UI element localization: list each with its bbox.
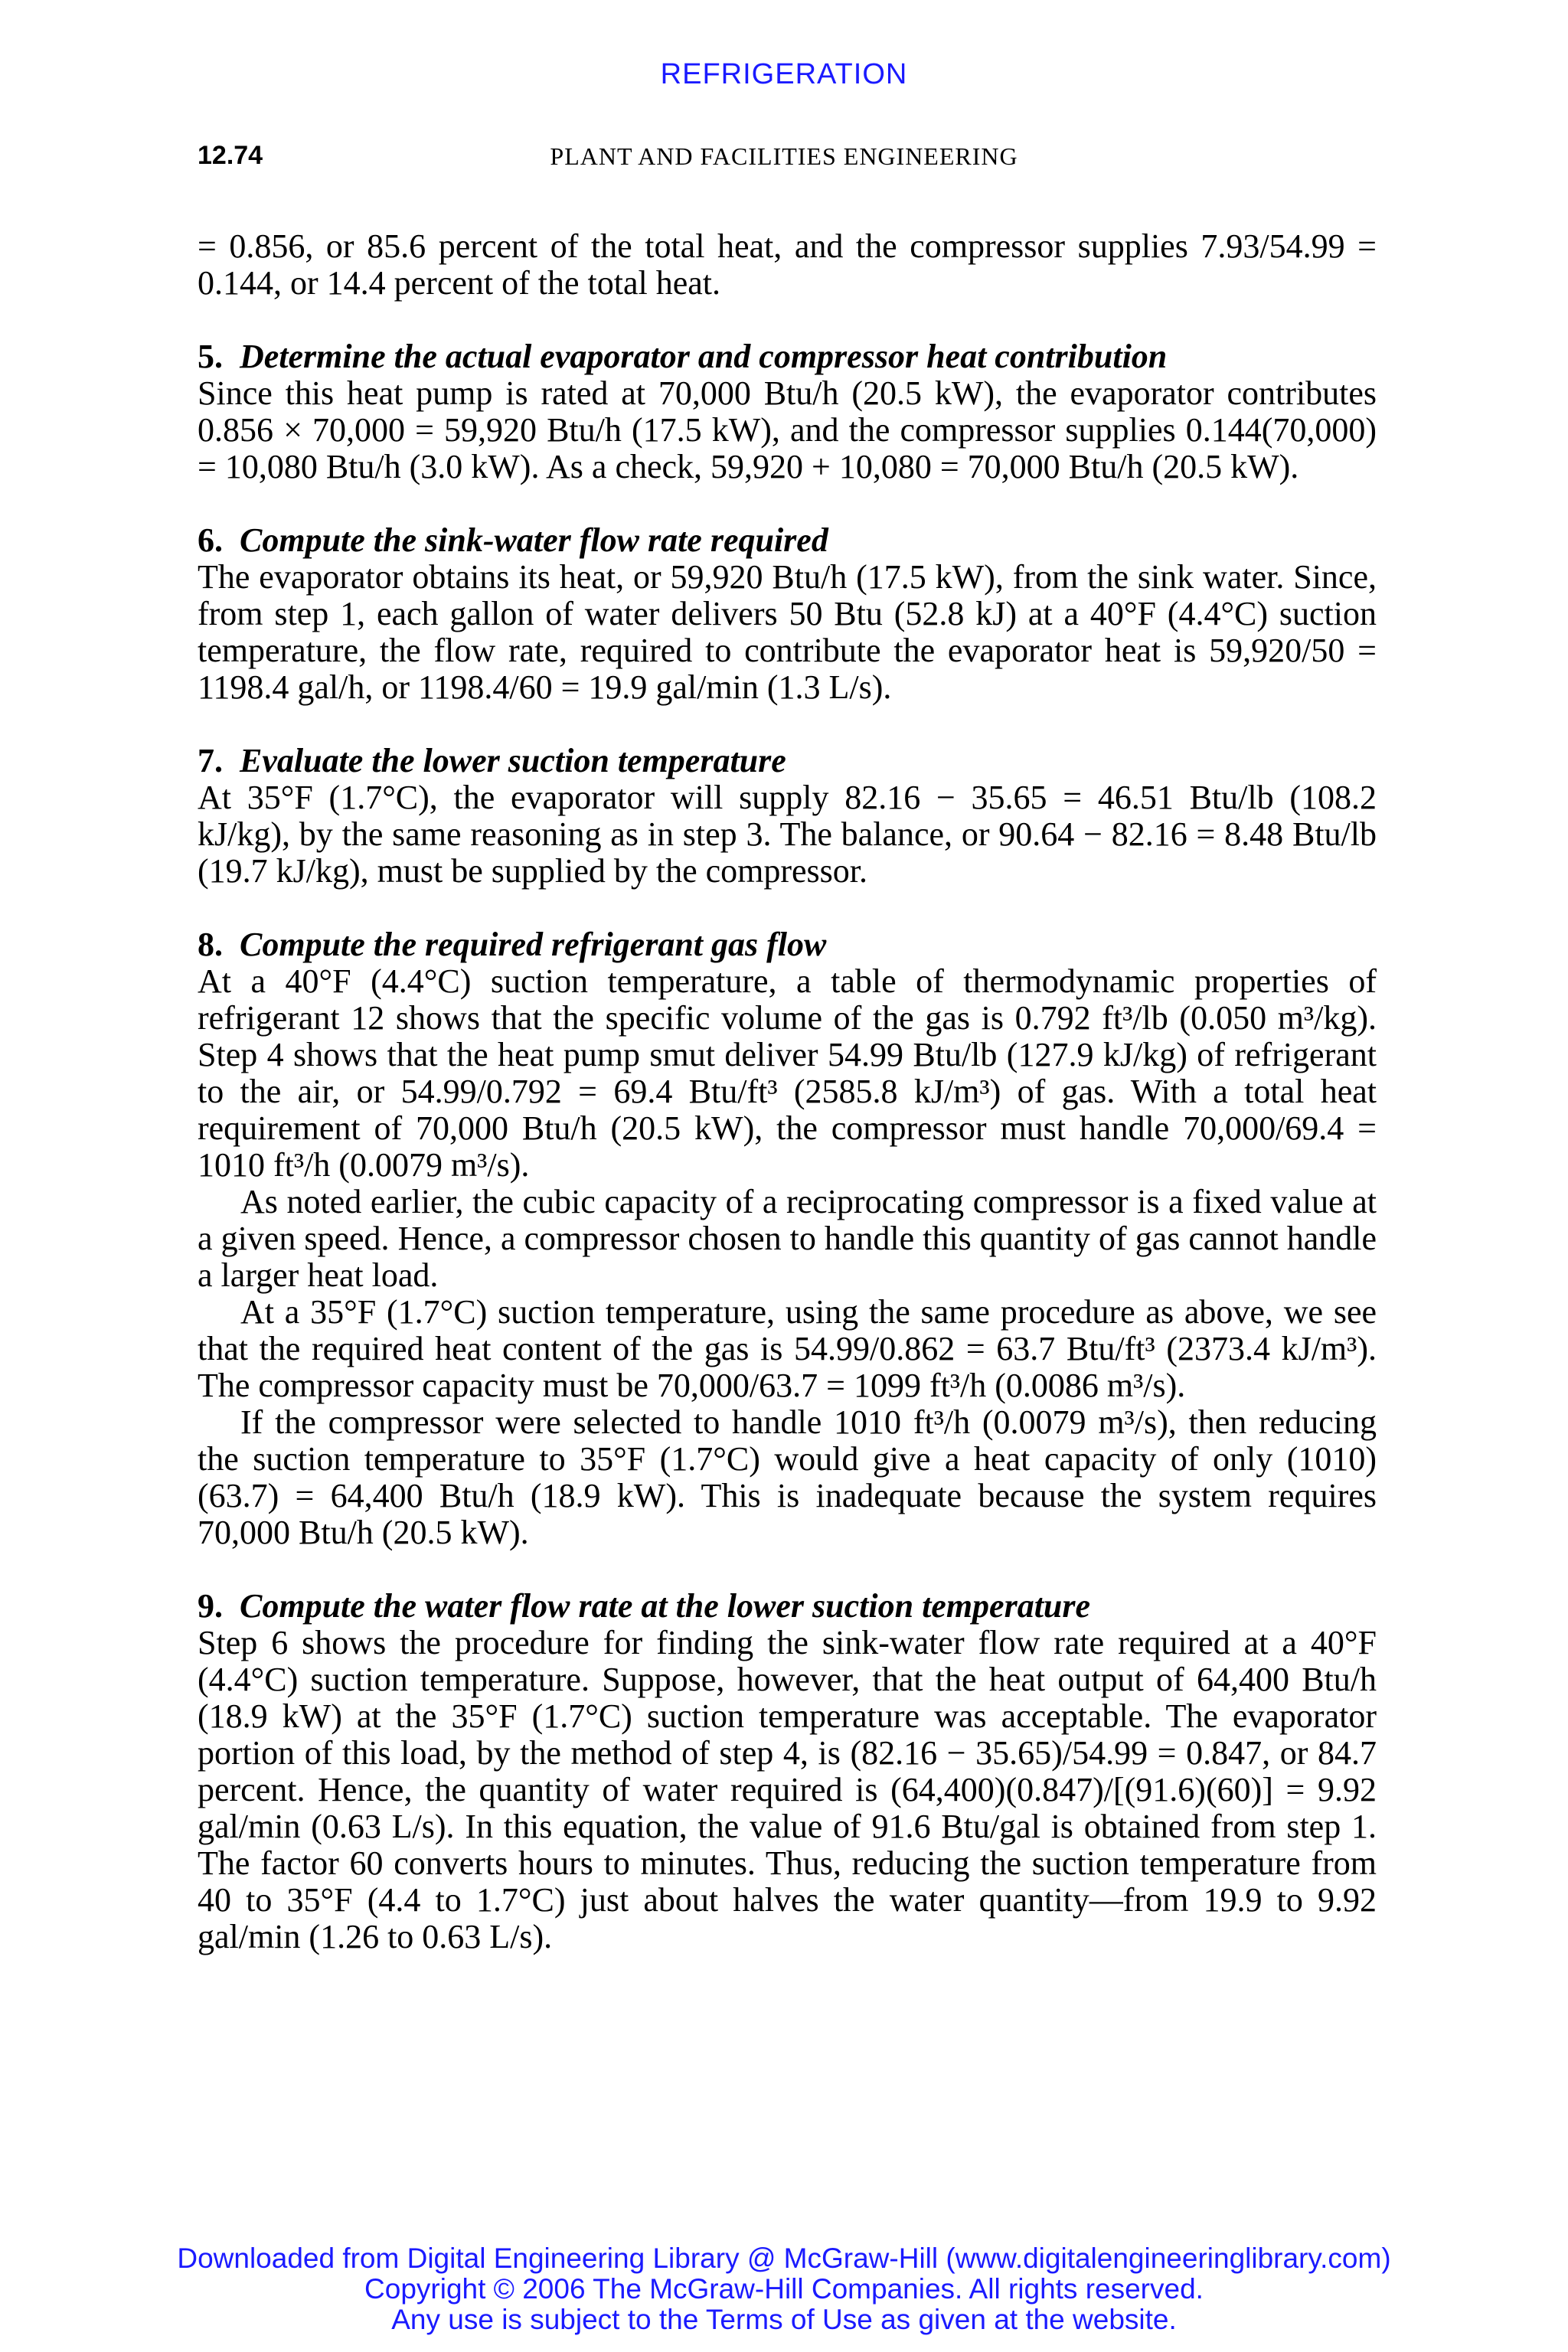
step-heading — [198, 338, 1377, 375]
body-text — [198, 228, 1377, 1955]
step-paragraph: Step 6 shows the procedure for finding the sink-water flow rate required at a 40°F (4.4°C) suction temperature. Suppose, however, that the heat output of 64,400 Btu/h (18.9 kW) at the 35°F (1.7°C) suction temperature was acceptable. The evaporator portion of this load, by the method of step 4, is (82.16 − 35.65)/54.99 = 0.847, or 84.7 percent. Hence, the quantity of water required is (64,400)(0.847)/[(91.6)(60)] = 9.92 gal/min (0.63 L/s). In this equation, the value of 91.6 Btu/gal is obtained from step 1. The factor 60 converts hours to minutes. Thus, reducing the suction temperature from 40 to 35°F (4.4 to 1.7°C) just about halves the water quantity—from 19.9 to 9.92 gal/min (1.26 to 0.63 L/s). — [198, 1624, 1377, 1955]
intro-paragraph: = 0.856, or 85.6 percent of the total heat, and the compressor supplies 7.93/54.99 = 0.144, or 14.4 percent of the total heat. — [198, 227, 1377, 302]
step-heading — [198, 522, 1377, 559]
step-heading — [198, 926, 1377, 963]
step-7 — [198, 743, 1377, 890]
running-head: PLANT AND FACILITIES ENGINEERING — [550, 142, 1018, 170]
step-number: 8. — [198, 926, 223, 963]
step-paragraph: At 35°F (1.7°C), the evaporator will supply 82.16 − 35.65 = 46.51 Btu/lb (108.2 kJ/kg), by the same reasoning as in step 3. The balance, or 90.64 − 82.16 = 8.48 Btu/lb (19.7 kJ/kg), must be supplied by the compressor. — [198, 779, 1377, 890]
step-heading — [198, 1588, 1377, 1625]
step-title: Compute the required refrigerant gas flow — [240, 926, 827, 963]
footer-download-line: Downloaded from Digital Engineering Library @ McGraw-Hill (www.digitalengineeringlibrary.com) — [177, 2243, 1391, 2274]
step-title: Evaluate the lower suction temperature — [240, 742, 786, 779]
step-6 — [198, 522, 1377, 706]
step-paragraph: At a 35°F (1.7°C) suction temperature, using the same procedure as above, we see that the required heat content of the gas is 54.99/0.862 = 63.7 Btu/ft³ (2373.4 kJ/m³). The compressor capacity must be 70,000/63.7 = 1099 ft³/h (0.0086 m³/s). — [198, 1293, 1377, 1404]
footer-terms-line: Any use is subject to the Terms of Use as given at the website. — [391, 2304, 1177, 2335]
step-paragraph: As noted earlier, the cubic capacity of a reciprocating compressor is a fixed value at a given speed. Hence, a compressor chosen to handle this quantity of gas cannot handle a larger heat load. — [198, 1183, 1377, 1294]
step-title: Determine the actual evaporator and compressor heat contribution — [240, 338, 1168, 375]
step-5 — [198, 338, 1377, 485]
step-paragraph: At a 40°F (4.4°C) suction temperature, a table of thermodynamic properties of refrigerant 12 shows that the specific volume of the gas is 0.792 ft³/lb (0.050 m³/kg). Step 4 shows that the heat pump smut deliver 54.99 Btu/lb (127.9 kJ/kg) of refrigerant to the air, or 54.99/0.792 = 69.4 Btu/ft³ (2585.8 kJ/m³) of gas. With a total heat requirement of 70,000 Btu/h (20.5 kW), the compressor must handle 70,000/69.4 = 1010 ft³/h (0.0079 m³/s). — [198, 962, 1377, 1184]
section-label: REFRIGERATION — [660, 58, 908, 90]
page-number: 12.74 — [198, 141, 263, 170]
step-title: Compute the water flow rate at the lower suction temperature — [240, 1587, 1091, 1625]
footer-copyright-line: Copyright © 2006 The McGraw-Hill Companies. All rights reserved. — [364, 2273, 1204, 2305]
step-number: 9. — [198, 1587, 223, 1625]
step-8 — [198, 926, 1377, 1551]
step-paragraph: Since this heat pump is rated at 70,000 Btu/h (20.5 kW), the evaporator contributes 0.856 × 70,000 = 59,920 Btu/h (17.5 kW), and the compressor supplies 0.144(70,000) = 10,080 Btu/h (3.0 kW). As a check, 59,920 + 10,080 = 70,000 Btu/h (20.5 kW). — [198, 374, 1377, 485]
step-paragraph: The evaporator obtains its heat, or 59,920 Btu/h (17.5 kW), from the sink water. Since, from step 1, each gallon of water delivers 50 Btu (52.8 kJ) at a 40°F (4.4°C) suction temperature, the flow rate, required to contribute the evaporator heat is 59,920/50 = 1198.4 gal/h, or 1198.4/60 = 19.9 gal/min (1.3 L/s). — [198, 558, 1377, 706]
step-number: 7. — [198, 742, 223, 779]
step-title: Compute the sink-water flow rate required — [240, 521, 828, 559]
step-heading — [198, 743, 1377, 779]
step-number: 5. — [198, 338, 223, 375]
step-number: 6. — [198, 521, 223, 559]
step-paragraph: If the compressor were selected to handle 1010 ft³/h (0.0079 m³/s), then reducing the suction temperature to 35°F (1.7°C) would give a heat capacity of only (1010)(63.7) = 64,400 Btu/h (18.9 kW). This is inadequate because the system requires 70,000 Btu/h (20.5 kW). — [198, 1403, 1377, 1551]
step-9 — [198, 1588, 1377, 1955]
footer — [0, 2243, 1568, 2335]
